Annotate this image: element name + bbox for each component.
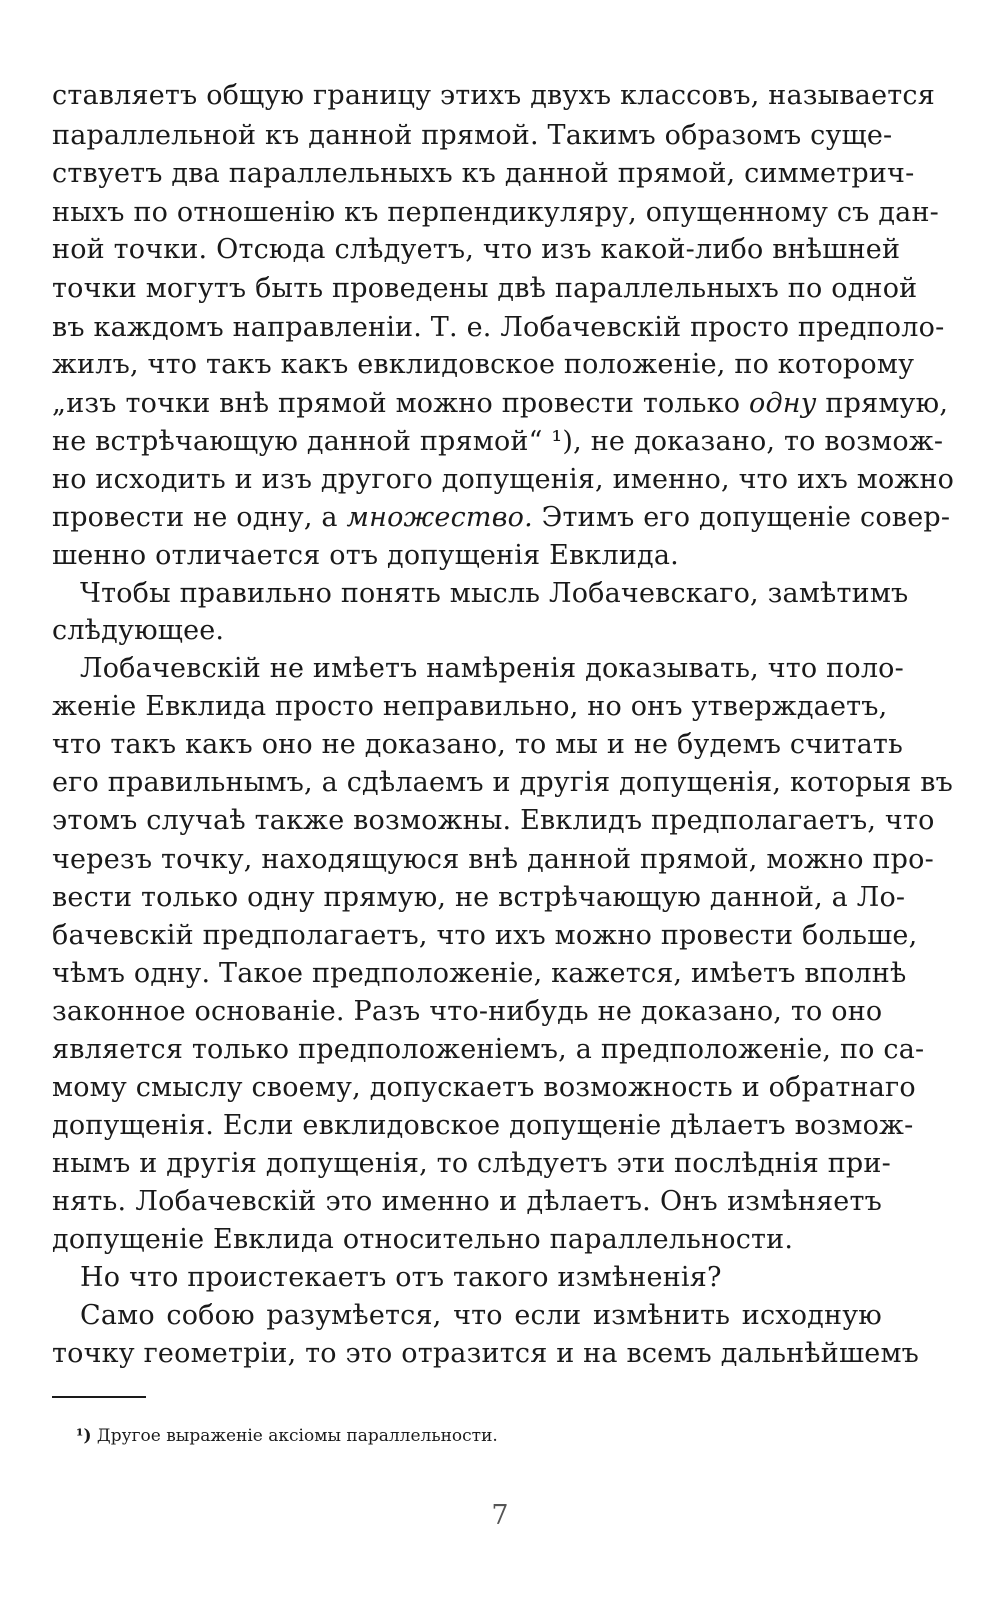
text-line: жилъ, что такъ какъ евклидовское положеніе, по которому [52,349,915,380]
text-line: мому смыслу своему, допускаетъ возможность и обратнаго [52,1072,916,1103]
text-line: но исходить и изъ другого допущенія, именно, что ихъ можно [52,464,955,495]
text-line: чѣмъ одну. Такое предположеніе, кажется, имѣетъ вполнѣ [52,958,907,989]
text-line: шенно отличается отъ допущенія Евклида. [52,540,679,571]
text-segment: Этимъ его допущеніе совер- [532,502,951,533]
text-line [52,385,949,423]
text-line: Само собою разумѣется, что если измѣнить исходную [80,1300,882,1331]
text-line: слѣдующее. [52,615,225,646]
text-line: черезъ точку, находящуюся внѣ данной прямой, можно про- [52,844,934,875]
text-line: ныхъ по отношенію къ перпендикуляру, опущенному съ дан- [52,197,939,228]
text-line: нымъ и другія допущенія, то слѣдуетъ эти послѣднія при- [52,1148,891,1179]
text-line: допущенія. Если евклидовское допущеніе дѣлаетъ возмож- [52,1110,914,1141]
text-line: этомъ случаѣ также возможны. Евклидъ предполагаетъ, что [52,805,935,836]
text-segment: „изъ точки внѣ прямой можно провести только [52,388,750,419]
footnote-separator [52,1396,146,1398]
text-line: не встрѣчающую данной прямой“ ¹), не доказано, то возмож- [52,426,944,457]
text-line: точку геометріи, то это отразится и на всемъ дальнѣйшемъ [52,1338,920,1369]
text-line: его правильнымъ, а сдѣлаемъ и другія допущенія, которыя въ [52,767,954,798]
text-line: женіе Евклида просто неправильно, но онъ утверждаетъ, [52,691,888,722]
text-segment: провести не одну, а [52,502,347,533]
text-line [52,499,951,537]
text-line: допущеніе Евклида относительно параллельности. [52,1224,794,1255]
footnote [76,1424,498,1448]
text-line: ставляетъ общую границу этихъ двухъ классовъ, называется [52,80,935,111]
page-number: 7 [491,1500,509,1531]
footnote-text: Другое выраженіе аксіомы параллельности. [96,1426,498,1446]
text-line: бачевскій предполагаетъ, что ихъ можно провести больше, [52,920,918,951]
footnote-mark: ¹) [76,1426,92,1446]
italic-text: множество. [346,502,533,533]
text-line: вести только одну прямую, не встрѣчающую данной, а Ло- [52,882,906,913]
text-line: ной точки. Отсюда слѣдуетъ, что изъ какой-либо внѣшней [52,234,901,265]
text-line: параллельной къ данной прямой. Такимъ образомъ суще- [52,120,893,151]
italic-text: одну [749,388,817,419]
text-segment: прямую, [816,388,949,419]
text-line: что такъ какъ оно не доказано, то мы и не будемъ считать [52,729,903,760]
text-line: Чтобы правильно понять мысль Лобачевскаго, замѣтимъ [80,578,909,609]
text-line: является только предположеніемъ, а предположеніе, по са- [52,1034,925,1065]
text-line: нять. Лобачевскій это именно и дѣлаетъ. Онъ измѣняетъ [52,1186,882,1217]
text-line: точки могутъ быть проведены двѣ параллельныхъ по одной [52,273,918,304]
text-line: Но что проистекаетъ отъ такого измѣненія? [80,1262,722,1293]
text-line: законное основаніе. Разъ что-нибудь не доказано, то оно [52,996,883,1027]
text-line: въ каждомъ направленіи. Т. е. Лобачевскій просто предполо- [52,312,945,343]
text-line: ствуетъ два параллельныхъ къ данной прямой, симметрич- [52,158,915,189]
text-line: Лобачевскій не имѣетъ намѣренія доказывать, что поло- [80,653,904,684]
